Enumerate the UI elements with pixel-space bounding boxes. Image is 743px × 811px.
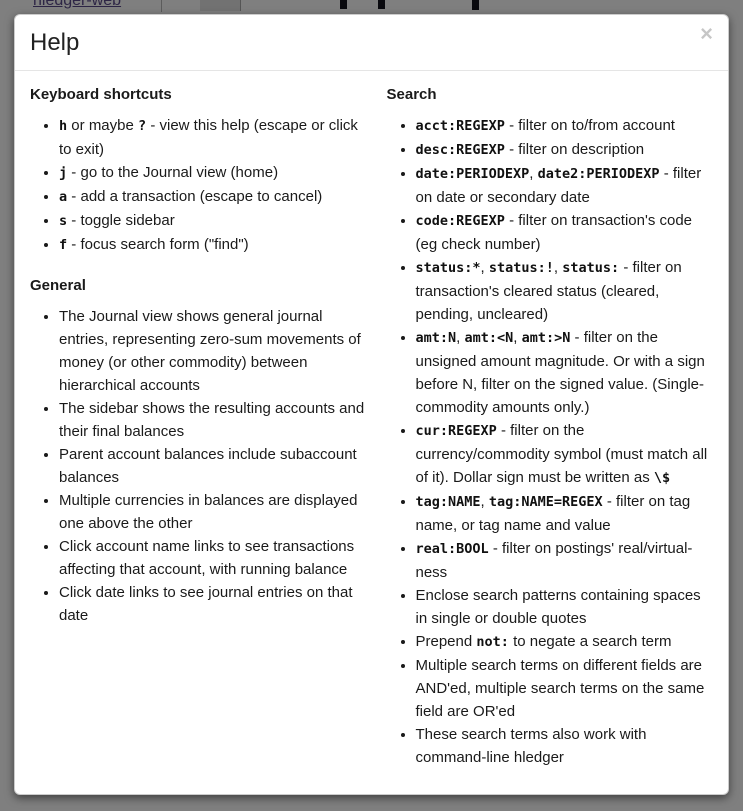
code-token: ? (138, 118, 147, 134)
left-column (30, 86, 372, 779)
list-item: • tag:NAME, tag:NAME=REGEX - filter on tag name, or tag name and value (416, 490, 714, 537)
list-item: • Click account name links to see transactions affecting that account, with running balance (59, 535, 372, 581)
code-token: code:REGEXP (415, 213, 505, 229)
list-item: • s - toggle sidebar (59, 209, 372, 233)
list-item: • The sidebar shows the resulting accounts and their final balances (59, 397, 372, 443)
list-item: • Multiple currencies in balances are displayed one above the other (59, 489, 372, 535)
code-token: \$ (653, 470, 671, 486)
list-item: • j - go to the Journal view (home) (59, 161, 372, 185)
code-token: real:BOOL (415, 541, 489, 557)
modal-title: Help (30, 29, 80, 56)
list-item: • f - focus search form ("find") (59, 233, 372, 257)
keyboard-shortcuts-list (30, 114, 372, 257)
list-item: • a - add a transaction (escape to cancel) (59, 185, 372, 209)
list-item: • real:BOOL - filter on postings' real/virtual-ness (416, 537, 714, 584)
code-token: amt:<N (464, 330, 514, 346)
list-item: • cur:REGEXP - filter on the currency/commodity symbol (must match all of it). Dollar sign must be written as \$ (416, 419, 714, 490)
code-token: j (59, 165, 68, 181)
list-item: • date:PERIODEXP, date2:PERIODEXP - filter on date or secondary date (416, 162, 714, 209)
code-token: tag:NAME (415, 494, 481, 510)
list-item: • Parent account balances include subaccount balances (59, 443, 372, 489)
code-token: f (59, 237, 68, 253)
code-token: s (59, 213, 68, 229)
list-item: • h or maybe ? - view this help (escape or click to exit) (59, 114, 372, 161)
list-item: • Prepend not: to negate a search term (416, 630, 714, 654)
search-list (387, 114, 714, 769)
help-modal (14, 14, 729, 795)
code-token: status: (562, 260, 620, 276)
section-heading-keyboard-shortcuts: Keyboard shortcuts (30, 86, 172, 103)
code-token: date:PERIODEXP (415, 166, 530, 182)
general-list (30, 305, 372, 627)
list-item: • These search terms also work with command-line hledger (416, 723, 714, 769)
list-item: • Click date links to see journal entries on that date (59, 581, 372, 627)
list-item: • status:*, status:!, status: - filter on transaction's cleared status (cleared, pending, uncleared) (416, 256, 714, 326)
list-item: • code:REGEXP - filter on transaction's code (eg check number) (416, 209, 714, 256)
list-item: • Multiple search terms on different fields are AND'ed, multiple search terms on the same field are OR'ed (416, 654, 714, 723)
list-item: • acct:REGEXP - filter on to/from account (416, 114, 714, 138)
modal-header (15, 15, 728, 71)
code-token: amt:N (415, 330, 457, 346)
close-button[interactable]: × (700, 21, 713, 46)
code-token: a (59, 189, 68, 205)
list-item: • The Journal view shows general journal entries, representing zero-sum movements of money (or other commodity) between hierarchical accounts (59, 305, 372, 397)
code-token: status:! (488, 260, 554, 276)
section-heading-general: General (30, 277, 86, 294)
code-token: cur:REGEXP (415, 423, 497, 439)
code-token: tag:NAME=REGEX (488, 494, 603, 510)
code-token: acct:REGEXP (415, 118, 505, 134)
modal-body (15, 71, 728, 794)
code-token: amt:>N (521, 330, 571, 346)
code-token: h (59, 118, 68, 134)
right-column (372, 86, 714, 779)
section-heading-search: Search (386, 86, 437, 103)
list-item: • desc:REGEXP - filter on description (416, 138, 714, 162)
code-token: desc:REGEXP (415, 142, 505, 158)
code-token: status:* (415, 260, 481, 276)
list-item: • Enclose search patterns containing spaces in single or double quotes (416, 584, 714, 630)
list-item: • amt:N, amt:<N, amt:>N - filter on the unsigned amount magnitude. Or with a sign before N, filter on the signed value. (Single-commodity amounts only.) (416, 326, 714, 419)
code-token: not: (476, 634, 509, 650)
code-token: date2:PERIODEXP (537, 166, 660, 182)
